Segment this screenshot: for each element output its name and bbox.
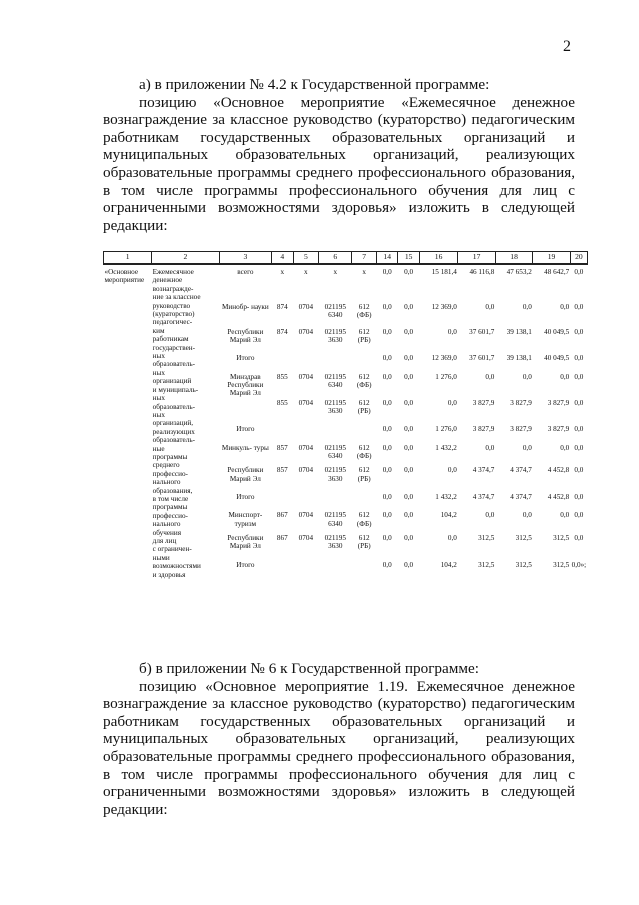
y2017-cell: 0,0: [485, 511, 495, 520]
target-article-cell: х: [319, 264, 352, 303]
executor-cell: Итого: [236, 560, 255, 569]
target-article-cell: 021195 6340: [324, 372, 346, 390]
expense-type-cell: [352, 561, 377, 580]
y2015-cell: 0,0: [404, 560, 414, 569]
y2018-cell: 3 827,9: [510, 425, 532, 434]
y2019-cell: 0,0: [560, 372, 570, 381]
expense-type-cell: 612 (ФБ): [356, 443, 372, 461]
y2015-cell: 0,0: [404, 443, 414, 452]
y2015-cell: 0,0: [404, 354, 414, 363]
expense-type-cell: х: [352, 264, 377, 303]
y2017-cell: 46 116,8: [458, 264, 495, 303]
grbs-cell: 874: [276, 302, 288, 311]
description-line: государствен-: [152, 343, 196, 352]
y2018-cell: 4 374,7: [510, 466, 532, 475]
y2015-cell: 0,0: [404, 425, 414, 434]
section-cell: 0704: [298, 327, 314, 336]
y2017-cell: 37 601,7: [469, 327, 495, 336]
section-cell: 0704: [298, 398, 314, 407]
executor-cell: Итого: [236, 425, 255, 434]
target-article-cell: 021195 3630: [324, 327, 346, 344]
target-article-cell: 021195 6340: [324, 302, 346, 320]
section-cell: [293, 493, 319, 511]
section-cell: х: [293, 264, 319, 303]
y2014-cell: 0,0: [382, 354, 392, 363]
section-b: [103, 660, 575, 818]
description-line: (кураторство): [152, 310, 195, 319]
description-line: образователь-: [152, 436, 195, 445]
expense-type-cell: 612 (ФБ): [356, 511, 372, 528]
description-line: с ограничен-: [152, 545, 192, 554]
y2019-cell: 0,0: [560, 443, 570, 452]
grbs-cell: [272, 354, 293, 372]
y2015-cell: 0,0: [404, 302, 414, 311]
executor-cell: [219, 399, 271, 426]
y2020-cell: 0,0: [574, 372, 584, 381]
target-article-cell: 021195 3630: [324, 533, 346, 551]
y2016-cell: 12 369,0: [431, 354, 457, 363]
section-cell: 0704: [298, 533, 314, 542]
y2019-cell: 48 642,7: [533, 264, 570, 303]
executor-cell: Республики Марий Эл: [227, 466, 264, 483]
measure-description-cell: [152, 264, 219, 579]
y2014-cell: 0,0: [382, 533, 392, 542]
y2018-cell: 0,0: [522, 302, 532, 311]
description-line: ных: [152, 368, 165, 377]
grbs-cell: 857: [276, 443, 288, 452]
grbs-cell: [272, 425, 293, 443]
description-line: организаций: [152, 377, 192, 386]
description-line: ных: [152, 352, 165, 361]
target-article-cell: 021195 6340: [324, 443, 346, 461]
y2014-cell: 0,0: [382, 302, 392, 311]
target-article-cell: [319, 425, 352, 443]
grbs-cell: 855: [276, 398, 288, 407]
executor-cell: Минздрав Республики Марий Эл: [227, 372, 264, 398]
y2019-cell: 40 049,5: [544, 354, 570, 363]
y2018-cell: 3 827,9: [510, 398, 532, 407]
y2018-cell: 39 138,1: [506, 327, 532, 336]
description-line: реализующих: [152, 427, 195, 436]
table-row: [104, 264, 588, 303]
description-line: ким: [152, 326, 165, 335]
y2020-cell: 0,0»;: [571, 560, 587, 569]
description-line: ние за классное: [152, 293, 201, 302]
y2017-cell: 3 827,9: [472, 425, 495, 434]
page-number: 2: [563, 38, 571, 55]
y2019-cell: 3 827,9: [547, 425, 570, 434]
description-line: образователь-: [152, 402, 195, 411]
y2015-cell: 0,0: [404, 398, 414, 407]
description-line: в том числе: [152, 494, 189, 503]
expense-type-cell: 612 (ФБ): [356, 372, 372, 390]
y2017-cell: 4 374,7: [472, 492, 495, 501]
y2015-cell: 0,0: [404, 492, 414, 501]
header-cell: 2: [152, 252, 219, 265]
y2018-cell: 47 653,2: [495, 264, 532, 303]
expense-type-cell: 612 (РБ): [357, 398, 371, 415]
section-cell: [293, 425, 319, 443]
description-line: профессио-: [152, 469, 188, 478]
y2019-cell: 3 827,9: [547, 398, 570, 407]
y2019-cell: 312,5: [553, 533, 570, 542]
header-cell: 14: [377, 252, 398, 265]
y2014-cell: 0,0: [382, 560, 392, 569]
description-line: обучения: [152, 528, 182, 537]
header-cell: 16: [419, 252, 458, 265]
executor-cell: Итого: [236, 492, 255, 501]
description-line: нального: [152, 478, 181, 487]
grbs-cell: [272, 561, 293, 580]
header-cell: 6: [319, 252, 352, 265]
header-cell: 19: [533, 252, 570, 265]
section-cell: 0704: [298, 466, 314, 475]
y2019-cell: 0,0: [560, 511, 570, 520]
y2016-cell: 1 276,0: [435, 425, 457, 434]
section-cell: [293, 354, 319, 372]
expense-type-cell: [352, 425, 377, 443]
grbs-cell: 867: [276, 511, 288, 520]
description-line: нального: [152, 520, 181, 529]
y2015-cell: 0,0: [404, 327, 414, 336]
expense-type-cell: 612 (РБ): [357, 466, 371, 483]
header-cell: 1: [104, 252, 152, 265]
expense-type-cell: 612 (РБ): [357, 533, 371, 551]
description-line: вознагражде-: [152, 284, 194, 293]
y2020-cell: 0,0: [574, 354, 584, 363]
y2014-cell: 0,0: [382, 327, 392, 336]
y2020-cell: 0,0: [574, 466, 584, 475]
description-line: и здоровья: [152, 570, 186, 579]
y2018-cell: 0,0: [522, 443, 532, 452]
y2014-cell: 0,0: [377, 264, 398, 303]
description-line: образователь-: [152, 360, 195, 369]
y2017-cell: 4 374,7: [472, 466, 495, 475]
description-line: Ежемесячное: [152, 268, 194, 276]
target-article-cell: [319, 354, 352, 372]
section-a: [103, 76, 575, 234]
y2016-cell: 15 181,4: [419, 264, 458, 303]
y2014-cell: 0,0: [382, 492, 392, 501]
executor-cell: Минспорт- туризм: [228, 511, 263, 528]
expense-type-cell: [352, 354, 377, 372]
y2018-cell: 39 138,1: [506, 354, 532, 363]
y2014-cell: 0,0: [382, 466, 392, 475]
grbs-cell: х: [272, 264, 293, 303]
expense-type-cell: 612 (РБ): [357, 327, 371, 344]
executor-cell: всего: [219, 264, 271, 303]
target-article-cell: [319, 493, 352, 511]
grbs-cell: 874: [276, 327, 288, 336]
section-cell: 0704: [298, 511, 314, 520]
y2016-cell: 0,0: [447, 398, 457, 407]
grbs-cell: 867: [276, 533, 288, 542]
y2018-cell: 0,0: [522, 511, 532, 520]
section-b-heading: б) в приложении № 6 к Государственной программе:: [139, 660, 479, 677]
y2014-cell: 0,0: [382, 511, 392, 520]
grbs-cell: [272, 493, 293, 511]
y2017-cell: 0,0: [485, 443, 495, 452]
description-line: среднего: [152, 461, 180, 470]
y2020-cell: 0,0: [574, 533, 584, 542]
expense-type-cell: 612 (ФБ): [356, 302, 372, 320]
section-cell: 0704: [298, 302, 314, 311]
y2020-cell: 0,0: [574, 492, 584, 501]
section-a-body: позицию «Основное мероприятие «Ежемесячное денежное вознаграждение за классное руководство (кураторство) педагогическим работникам государственных образовательных организаций и муниципальных образовательных организаций, реализующих образовательные программы среднего профессионального образования, в том числе программы профессионального обучения для лиц с ограниченными возможностями здоровья» изложить в следующей редакции:: [103, 93, 575, 234]
executor-cell: Минобр- науки: [221, 302, 269, 311]
header-cell: 7: [352, 252, 377, 265]
header-cell: 4: [272, 252, 293, 265]
y2020-cell: 0,0: [574, 398, 584, 407]
executor-cell: Минкуль- туры: [221, 443, 269, 452]
section-cell: [293, 561, 319, 580]
y2016-cell: 1 432,2: [435, 492, 457, 501]
y2020-cell: 0,0: [574, 327, 584, 336]
y2015-cell: 0,0: [404, 466, 414, 475]
description-line: денежное: [152, 276, 183, 285]
description-line: ных: [152, 394, 165, 403]
description-line: ные: [152, 444, 165, 453]
y2018-cell: 312,5: [515, 533, 532, 542]
section-b-body: позицию «Основное мероприятие 1.19. Ежемесячное денежное вознаграждение за классное руководство (кураторство) педагогическим работникам государственных образовательных организаций и муниципальных образовательных организаций, реализующих образовательные программы среднего профессионального образования, в том числе программы профессионального обучения для лиц с ограниченными возможностями здоровья» изложить в следующей редакции:: [103, 677, 575, 818]
expense-type-cell: [352, 493, 377, 511]
target-article-cell: 021195 3630: [324, 466, 346, 483]
section-cell: 0704: [298, 372, 314, 381]
y2019-cell: 0,0: [560, 302, 570, 311]
header-cell: 17: [458, 252, 495, 265]
y2015-cell: 0,0: [404, 511, 414, 520]
description-line: профессио-: [152, 511, 188, 520]
y2017-cell: 3 827,9: [472, 398, 495, 407]
description-line: образования,: [152, 486, 193, 495]
executor-cell: Итого: [236, 354, 255, 363]
description-line: возможностями: [152, 562, 201, 571]
description-line: и муниципаль-: [152, 385, 199, 394]
y2014-cell: 0,0: [382, 443, 392, 452]
y2020-cell: 0,0: [570, 264, 587, 303]
y2020-cell: 0,0: [574, 302, 584, 311]
measure-type-cell: «Основное мероприятие: [104, 264, 152, 579]
grbs-cell: 857: [276, 466, 288, 475]
y2016-cell: 12 369,0: [431, 302, 457, 311]
header-cell: 20: [570, 252, 587, 265]
y2019-cell: 40 049,5: [544, 327, 570, 336]
y2016-cell: 0,0: [447, 466, 457, 475]
y2018-cell: 0,0: [522, 372, 532, 381]
y2015-cell: 0,0: [404, 372, 414, 381]
executor-cell: Республики Марий Эл: [227, 533, 264, 551]
y2014-cell: 0,0: [382, 425, 392, 434]
description-line: педагогичес-: [152, 318, 193, 327]
description-line: организаций,: [152, 419, 194, 428]
section-a-heading: а) в приложении № 4.2 к Государственной программе:: [139, 76, 490, 93]
y2015-cell: 0,0: [404, 533, 414, 542]
y2014-cell: 0,0: [382, 372, 392, 381]
y2016-cell: 1 432,2: [435, 443, 457, 452]
executor-cell: Республики Марий Эл: [227, 327, 264, 344]
section-cell: 0704: [298, 443, 314, 452]
y2019-cell: 4 452,8: [547, 492, 570, 501]
y2015-cell: 0,0: [398, 264, 419, 303]
y2016-cell: 104,2: [440, 560, 457, 569]
y2019-cell: 312,5: [553, 560, 570, 569]
description-line: руководство: [152, 301, 191, 310]
y2018-cell: 4 374,7: [510, 492, 532, 501]
target-article-cell: [319, 561, 352, 580]
header-cell: 3: [219, 252, 271, 265]
y2018-cell: 312,5: [515, 560, 532, 569]
y2017-cell: 0,0: [485, 302, 495, 311]
header-cell: 15: [398, 252, 419, 265]
description-line: ных: [152, 410, 165, 419]
budget-table: [103, 251, 588, 579]
header-cell: 5: [293, 252, 319, 265]
y2020-cell: 0,0: [574, 425, 584, 434]
grbs-cell: 855: [276, 372, 288, 381]
y2017-cell: 312,5: [478, 560, 495, 569]
target-article-cell: 021195 3630: [324, 398, 346, 415]
description-line: работникам: [152, 335, 189, 344]
y2020-cell: 0,0: [574, 443, 584, 452]
y2016-cell: 104,2: [440, 511, 457, 520]
y2017-cell: 0,0: [485, 372, 495, 381]
y2016-cell: 1 276,0: [435, 372, 457, 381]
header-cell: 18: [495, 252, 532, 265]
y2016-cell: 0,0: [447, 327, 457, 336]
y2014-cell: 0,0: [382, 398, 392, 407]
y2017-cell: 37 601,7: [469, 354, 495, 363]
y2017-cell: 312,5: [478, 533, 495, 542]
y2020-cell: 0,0: [574, 511, 584, 520]
description-line: ными: [152, 553, 170, 562]
description-line: для лиц: [152, 537, 177, 545]
y2019-cell: 4 452,8: [547, 466, 570, 475]
target-article-cell: 021195 6340: [324, 511, 346, 528]
y2016-cell: 0,0: [447, 533, 457, 542]
table-header-row: [104, 252, 588, 265]
description-line: программы: [152, 503, 188, 512]
description-line: программы: [152, 452, 188, 461]
